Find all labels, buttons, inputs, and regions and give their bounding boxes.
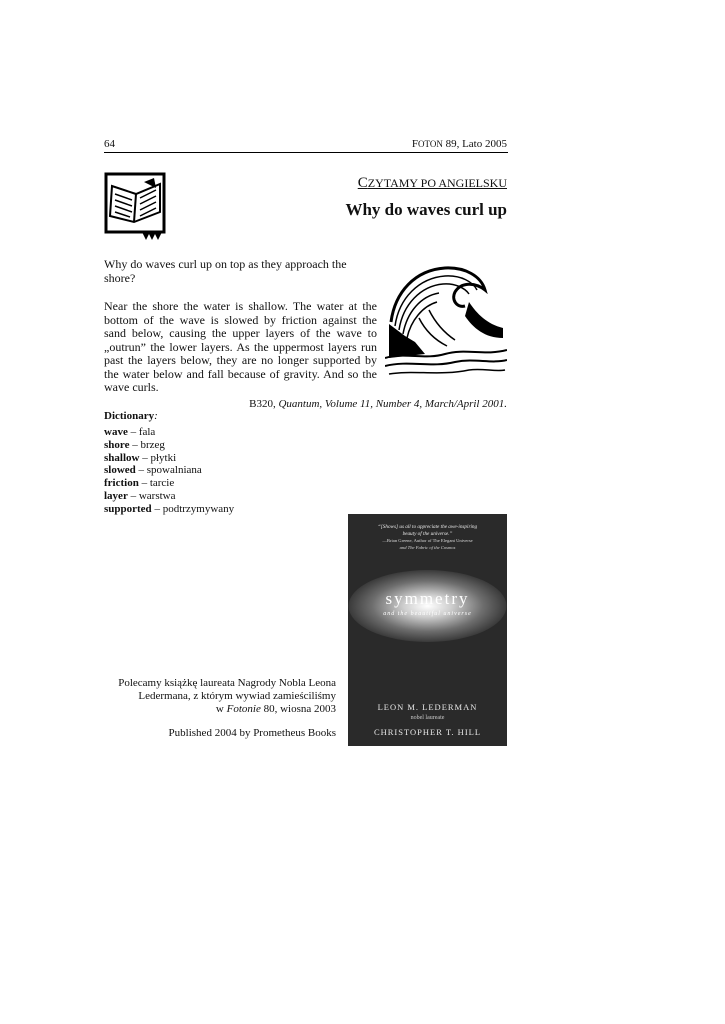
- header-rule: [104, 152, 508, 153]
- section-initial: C: [357, 175, 368, 191]
- entry-polish: – fala: [127, 426, 156, 438]
- publisher-note: Published 2004 by Prometheus Books: [168, 727, 336, 739]
- dictionary-entry: [104, 426, 234, 439]
- open-book-icon: [104, 172, 168, 244]
- recommendation-suffix: 80, wiosna 2003: [260, 703, 336, 715]
- section-name: ZYTAMY PO ANGIELSKU: [367, 176, 507, 190]
- entry-polish: – warstwa: [127, 489, 176, 502]
- dictionary-entry: [104, 439, 234, 452]
- dictionary-entry: [104, 490, 234, 503]
- cover-quote-line-1: “[Shows] us all to appreciate the awe-inspiring: [377, 524, 478, 530]
- dictionary-entry: [104, 503, 234, 516]
- recommendation-journal: Fotonie: [226, 703, 261, 715]
- recommendation-prefix: w: [215, 703, 227, 715]
- entry-polish: – płytki: [139, 451, 177, 464]
- journal-name: OTON: [417, 139, 443, 149]
- entry-english: friction: [104, 477, 139, 490]
- cover-subtitle: and the beautiful universe: [383, 611, 472, 617]
- source-prefix: B320,: [249, 398, 279, 410]
- recommendation-line-2: Ledermana, z którym wywiad zamieściliśmy: [138, 690, 336, 702]
- issue-label: 89, Lato 2005: [442, 138, 507, 150]
- dictionary-list: [104, 426, 234, 516]
- section-title: [358, 175, 507, 192]
- body-paragraph: Near the shore the water is shallow. The water at the bottom of the wave is slowed by friction against the sand below, causing the upper layers of the wave to „outrun” the lower layers. As the uppermost layers run past the layers below, they are no longer supported by the water below and fall because of gravity. And so the wave curls.: [104, 299, 377, 394]
- entry-english: wave: [104, 426, 128, 438]
- entry-polish: – podtrzymywany: [151, 502, 235, 515]
- cover-attribution-line-1: —Brian Greene, Author of The Elegant Universe: [382, 538, 473, 543]
- source-journal: Quantum, Volume 11, Number 4, March/April 2001.: [278, 398, 507, 410]
- source-citation: [249, 398, 507, 410]
- cover-author-1-note: nobel laureate: [410, 715, 445, 721]
- dictionary-heading: [104, 410, 158, 422]
- wave-illustration: [385, 262, 507, 380]
- entry-english: supported: [104, 502, 152, 515]
- cover-title: symmetry: [385, 589, 470, 608]
- cover-author-1: LEON M. LEDERMAN: [377, 702, 478, 712]
- journal-issue: [412, 138, 507, 150]
- recommendation-line-1: Polecamy książkę laureata Nagrody Nobla Leona: [118, 677, 336, 689]
- dictionary-entry: [104, 464, 234, 477]
- cover-author-2: CHRISTOPHER T. HILL: [373, 727, 482, 737]
- dictionary-heading-text: Dictionary: [104, 410, 155, 422]
- dictionary-heading-colon: :: [154, 410, 158, 422]
- article-title: Why do waves curl up: [345, 200, 507, 219]
- book-recommendation: [104, 677, 336, 716]
- cover-attribution-line-2: and The Fabric of the Cosmos: [399, 545, 456, 550]
- page-number: 64: [104, 138, 115, 150]
- entry-english: layer: [104, 489, 128, 502]
- entry-polish: – tarcie: [138, 477, 175, 490]
- dictionary-entry: [104, 452, 234, 465]
- question-paragraph: Why do waves curl up on top as they approach the shore?: [104, 257, 347, 285]
- book-cover: [348, 514, 507, 746]
- entry-polish: – brzeg: [129, 438, 165, 451]
- entry-polish: – spowalniana: [135, 464, 202, 477]
- entry-english: slowed: [104, 464, 136, 477]
- dictionary-entry: [104, 477, 234, 490]
- entry-english: shallow: [104, 451, 140, 464]
- entry-english: shore: [104, 438, 130, 451]
- recommendation-line-3: [104, 703, 336, 716]
- cover-quote-line-2: beauty of the universe.”: [402, 531, 453, 537]
- journal-initial: F: [411, 138, 418, 150]
